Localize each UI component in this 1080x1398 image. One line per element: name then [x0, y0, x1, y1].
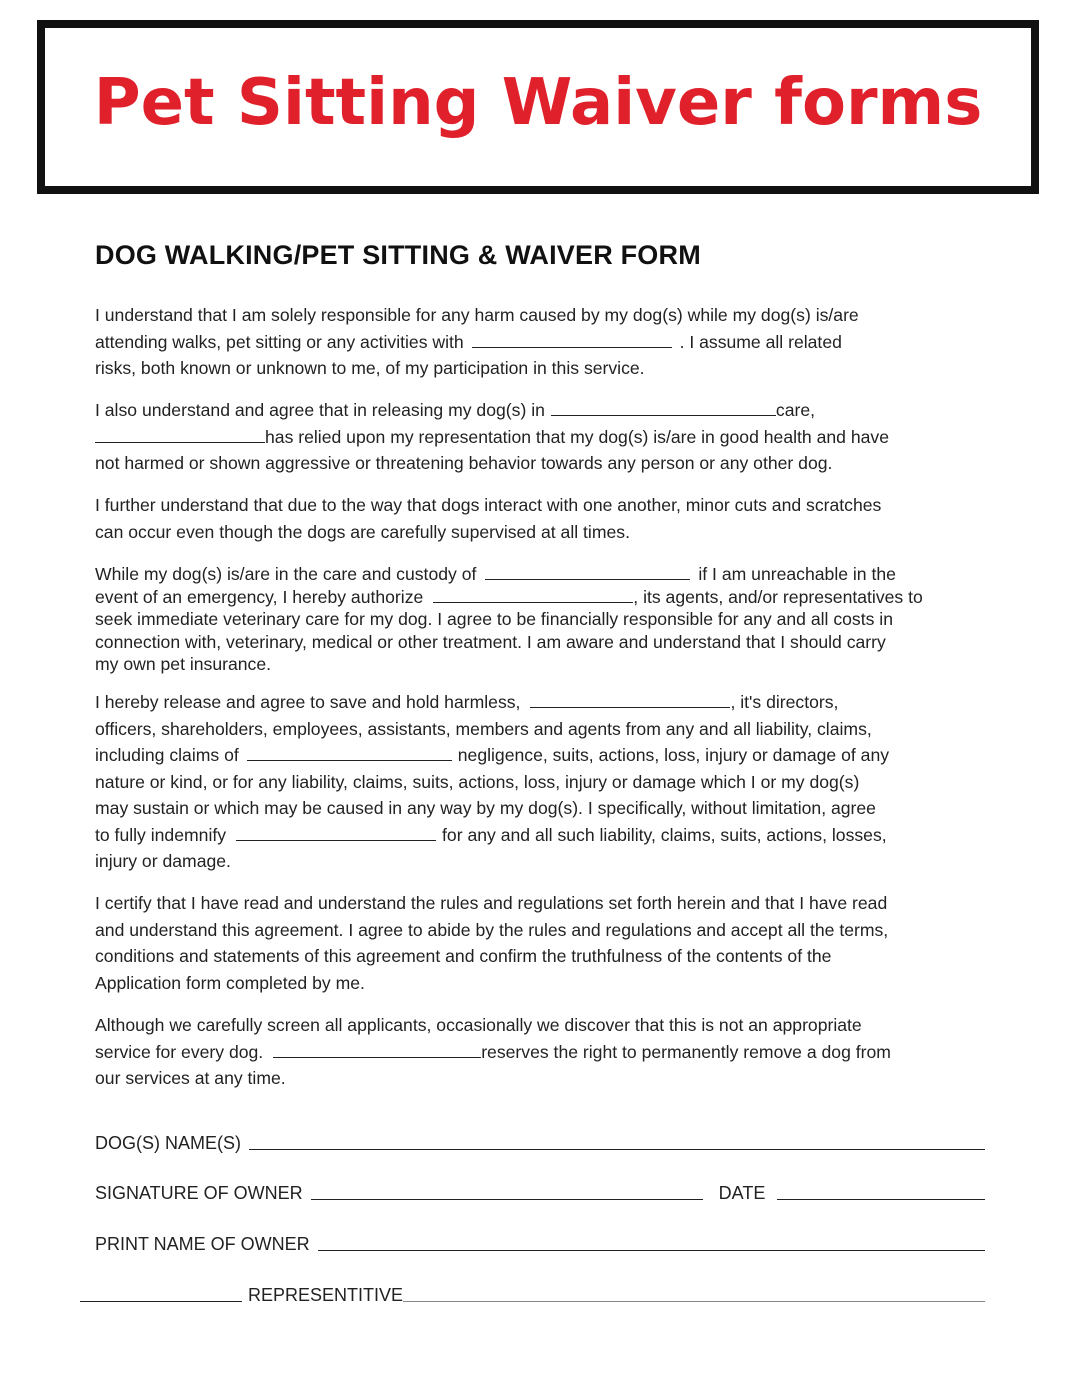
text-line: injury or damage.: [95, 851, 231, 871]
text-line: I further understand that due to the way that dogs interact with one another, minor cuts and scratches: [95, 495, 882, 515]
text-line: Application form completed by me.: [95, 972, 365, 993]
blank-field[interactable]: [485, 563, 690, 580]
blank-field[interactable]: [530, 691, 730, 708]
print-name-field[interactable]: [318, 1249, 985, 1251]
text-line: I certify that I have read and understand the rules and regulations set forth herein and that I have read: [95, 893, 888, 913]
text-segment: , its agents, and/or representatives to: [633, 586, 923, 607]
date-label: DATE: [718, 1183, 766, 1203]
blank-field[interactable]: [247, 744, 452, 761]
text-line: Although we carefully screen all applicants, occasionally we discover that this is not an appropriate: [95, 1015, 862, 1035]
text-line: connection with, veterinary, medical or other treatment. I am aware and understand that I should carry: [95, 631, 886, 652]
representative-name-field[interactable]: [80, 1301, 242, 1302]
text-line: not harmed or shown aggressive or threatening behavior towards any person or any other dog.: [95, 453, 833, 473]
signature-field[interactable]: [311, 1198, 703, 1200]
text-segment: While my dog(s) is/are in the care and custody of: [95, 564, 477, 584]
blank-field[interactable]: [273, 1041, 481, 1058]
dog-names-label: DOG(S) NAME(S): [95, 1133, 241, 1153]
text-segment: event of an emergency, I hereby authorize: [95, 586, 424, 607]
paragraph-certification: [95, 890, 995, 996]
dog-names-row: [95, 1133, 985, 1154]
text-segment: I also understand and agree that in releasing my dog(s) in: [95, 400, 545, 420]
text-segment: I hereby release and agree to save and hold harmless,: [95, 692, 521, 712]
text-line: I understand that I am solely responsible for any harm caused by my dog(s) while my dog(s) is/are: [95, 305, 859, 325]
text-line: our services at any time.: [95, 1068, 286, 1088]
text-segment: has relied upon my representation that my dog(s) is/are in good health and have: [265, 426, 889, 447]
paragraph-responsibility: [95, 302, 995, 382]
paragraph-health: [95, 397, 995, 477]
text-line: risks, both known or unknown to me, of my participation in this service.: [95, 358, 645, 378]
paragraph-release: [95, 689, 995, 875]
blank-field[interactable]: [472, 331, 672, 348]
banner-title: Pet Sitting Waiver forms: [93, 66, 983, 140]
text-line: officers, shareholders, employees, assistants, members and agents from any and all liability, claims,: [95, 718, 872, 739]
date-field[interactable]: [777, 1198, 985, 1200]
blank-field[interactable]: [551, 399, 776, 416]
text-segment: reserves the right to permanently remove a dog from: [481, 1041, 891, 1062]
text-line: may sustain or which may be caused in any way by my dog(s). I specifically, without limitation, agree: [95, 798, 876, 818]
signature-row: [95, 1183, 985, 1204]
print-name-row: [95, 1234, 985, 1255]
paragraph-minor-injuries: [95, 492, 995, 545]
representative-row: [80, 1285, 985, 1306]
blank-field[interactable]: [433, 586, 633, 603]
text-line: seek immediate veterinary care for my dog. I agree to be financially responsible for any and all costs in: [95, 609, 893, 629]
text-line: nature or kind, or for any liability, claims, suits, actions, loss, injury or damage which I or my dog(s): [95, 771, 860, 792]
print-name-label: PRINT NAME OF OWNER: [95, 1234, 310, 1254]
text-segment: . I assume all related: [679, 331, 842, 352]
text-line: my own pet insurance.: [95, 654, 272, 674]
dog-names-field[interactable]: [249, 1148, 985, 1150]
text-segment: care,: [775, 400, 816, 420]
text-segment: if I am unreachable in the: [698, 564, 896, 584]
text-line: can occur even though the dogs are carefully supervised at all times.: [95, 521, 630, 542]
text-line: conditions and statements of this agreement and confirm the truthfulness of the contents of the: [95, 946, 832, 966]
text-segment: including claims of: [95, 745, 239, 765]
paragraph-emergency-care: [95, 563, 995, 676]
text-segment: attending walks, pet sitting or any activities with: [95, 331, 464, 352]
text-segment: service for every dog.: [95, 1041, 264, 1062]
blank-field[interactable]: [236, 824, 436, 841]
text-segment: negligence, suits, actions, loss, injury or damage of any: [457, 745, 890, 765]
text-segment: , it's directors,: [730, 692, 839, 712]
text-segment: for any and all such liability, claims, suits, actions, losses,: [442, 824, 887, 845]
representative-signature-field[interactable]: [403, 1301, 985, 1302]
representative-label: REPRESENTITIVE: [248, 1285, 404, 1305]
paragraph-removal: [95, 1012, 995, 1092]
banner: [37, 20, 1039, 194]
text-line: and understand this agreement. I agree to abide by the rules and regulations and accept all the terms,: [95, 919, 889, 940]
signature-label: SIGNATURE OF OWNER: [95, 1183, 303, 1203]
form-title: DOG WALKING/PET SITTING & WAIVER FORM: [95, 240, 701, 270]
blank-field[interactable]: [95, 426, 265, 443]
text-segment: to fully indemnify: [95, 824, 227, 845]
